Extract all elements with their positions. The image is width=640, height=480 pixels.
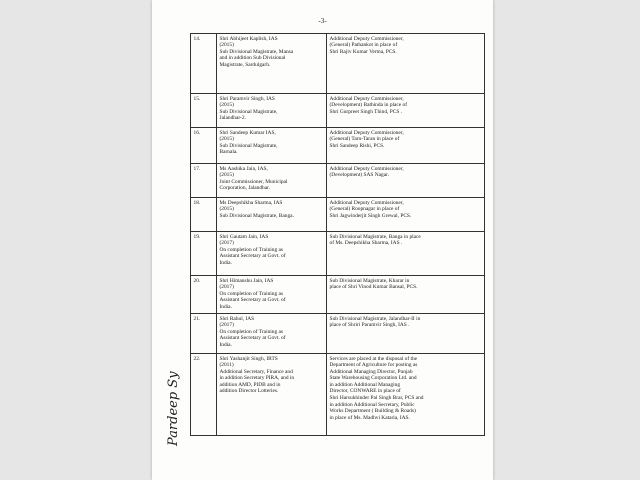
officer-detail-line: (2015) bbox=[219, 102, 234, 109]
officer-detail-line: Shri Paramvir Singh, IAS bbox=[219, 95, 275, 102]
officer-details bbox=[217, 198, 327, 232]
officer-detail-line: (2015) bbox=[219, 206, 234, 213]
serial-number: 14. bbox=[191, 34, 217, 94]
new-posting bbox=[327, 94, 485, 128]
posting-detail-line: in addition Additional Secretary, Public bbox=[329, 401, 415, 408]
officer-detail-line: (2015) bbox=[219, 42, 234, 49]
officer-detail-line: Barnala. bbox=[219, 149, 238, 156]
officer-detail-line: (2017) bbox=[219, 240, 234, 247]
posting-detail-line: in place of Ms. Madhvi Kataria, IAS. bbox=[329, 414, 410, 421]
officer-detail-line: and in addition Sub Divisional bbox=[219, 55, 286, 62]
officer-detail-line: Magistrate, Sardulgarh. bbox=[219, 61, 271, 68]
posting-detail-line: Shri Harsukhinder Pal Singh Brar, PCS and bbox=[329, 395, 424, 402]
new-posting bbox=[327, 232, 485, 276]
officer-detail-line: Corporation, Jalandhar. bbox=[219, 185, 270, 192]
posting-detail-line: Services are placed at the disposal of the bbox=[329, 355, 418, 362]
posting-detail-line: in addition Additional Managing bbox=[329, 381, 401, 388]
serial-number: 17. bbox=[191, 164, 217, 198]
serial-number: 19. bbox=[191, 232, 217, 276]
officer-detail-line: Assistant Secretary at Govt. of bbox=[219, 335, 286, 342]
table-row bbox=[191, 314, 485, 354]
officer-details bbox=[217, 314, 327, 354]
document-page bbox=[152, 0, 493, 480]
officer-detail-line: addition AMD, PIDB and in bbox=[219, 381, 281, 388]
posting-detail-line: (General) Tarn-Taran in place of bbox=[329, 136, 400, 143]
serial-number: 20. bbox=[191, 276, 217, 314]
table-row bbox=[191, 276, 485, 314]
posting-detail-line: Additional Deputy Commissioner, bbox=[329, 95, 404, 102]
posting-detail-line: State Warehousing Corporation Ltd. and bbox=[329, 375, 417, 382]
officer-detail-line: Sub Divisional Magistrate, bbox=[219, 108, 278, 115]
officer-detail-line: Shri Abhijeet Kaplish, IAS bbox=[219, 35, 278, 42]
posting-detail-line: Sub Divisional Magistrate, Jalandhar-II in bbox=[329, 315, 421, 322]
officer-detail-line: Ms Aashika Jain, IAS, bbox=[219, 165, 268, 172]
table-row bbox=[191, 128, 485, 164]
officer-details bbox=[217, 128, 327, 164]
officer-detail-line: Jalandhar-2. bbox=[219, 115, 246, 122]
posting-detail-line: Additional Managing Director, Punjab bbox=[329, 368, 413, 375]
officer-detail-line: Additional Secretary, Finance and bbox=[219, 368, 293, 375]
officer-details bbox=[217, 164, 327, 198]
new-posting bbox=[327, 128, 485, 164]
posting-detail-line: place of Shriri Paramvir Singh, IAS . bbox=[329, 322, 410, 329]
new-posting bbox=[327, 34, 485, 94]
handwritten-signature: Pardeep Sy bbox=[166, 371, 181, 446]
officer-detail-line: in addition Secretary PIRA, and in bbox=[219, 375, 295, 382]
officer-details bbox=[217, 232, 327, 276]
officer-detail-line: addition Director Lotteries. bbox=[219, 388, 279, 395]
posting-detail-line: Director, CONWARE in place of bbox=[329, 388, 401, 395]
table-row bbox=[191, 34, 485, 94]
officer-details bbox=[217, 34, 327, 94]
officer-detail-line: On completion of Training as bbox=[219, 328, 283, 335]
new-posting bbox=[327, 164, 485, 198]
serial-number: 16. bbox=[191, 128, 217, 164]
officer-detail-line: On completion of Training as bbox=[219, 246, 283, 253]
serial-number: 15. bbox=[191, 94, 217, 128]
posting-detail-line: Additional Deputy Commissioner, bbox=[329, 35, 404, 42]
posting-detail-line: place of Shri Vinod Kumar Bansal, PCS. bbox=[329, 284, 418, 291]
posting-detail-line: (General) Roopnagar in place of bbox=[329, 206, 400, 213]
posting-orders-table bbox=[190, 33, 485, 436]
officer-detail-line: India. bbox=[219, 303, 232, 310]
posting-detail-line: (General) Pathankot in place of bbox=[329, 42, 398, 49]
table-row bbox=[191, 232, 485, 276]
table-row bbox=[191, 94, 485, 128]
officer-detail-line: Shri Yashanjit Singh, IRTS bbox=[219, 355, 278, 362]
posting-detail-line: Additional Deputy Commissioner, bbox=[329, 129, 404, 136]
posting-detail-line: Sub Divisional Magistrate, Kharar in bbox=[329, 277, 410, 284]
officer-details bbox=[217, 94, 327, 128]
officer-detail-line: Ms Deepshikha Sharma, IAS bbox=[219, 199, 283, 206]
officer-detail-line: India. bbox=[219, 259, 232, 266]
officer-detail-line: (2017) bbox=[219, 322, 234, 329]
posting-detail-line: Shri Jagwinderjit Singh Grewal, PCS. bbox=[329, 212, 412, 219]
posting-detail-line: Department of Agriculture for posting as bbox=[329, 362, 418, 369]
new-posting bbox=[327, 276, 485, 314]
officer-detail-line: On completion of Training as bbox=[219, 290, 283, 297]
posting-detail-line: Sub Divisional Magistrate, Banga in place bbox=[329, 233, 421, 240]
officer-detail-line: Shri Himanshu Jain, IAS bbox=[219, 277, 274, 284]
new-posting bbox=[327, 354, 485, 436]
posting-detail-line: of Ms. Deepshikha Sharma, IAS . bbox=[329, 240, 403, 247]
officer-details bbox=[217, 354, 327, 436]
officer-detail-line: Sub Divisional Magistrate, bbox=[219, 142, 278, 149]
officer-detail-line: (2015) bbox=[219, 136, 234, 143]
posting-detail-line: Additional Deputy Commissioner, bbox=[329, 199, 404, 206]
posting-detail-line: Shri Rajiv Kumar Verma, PCS. bbox=[329, 48, 397, 55]
posting-detail-line: (Development) Bathinda in place of bbox=[329, 102, 408, 109]
officer-detail-line: Sub Divisional Magistrate, Mansa bbox=[219, 48, 294, 55]
officer-details bbox=[217, 276, 327, 314]
new-posting bbox=[327, 314, 485, 354]
posting-detail-line: Shri Sandeep Rishi, PCS. bbox=[329, 142, 385, 149]
posting-detail-line: (Development) SAS Nagar. bbox=[329, 172, 389, 179]
officer-detail-line: (2015) bbox=[219, 172, 234, 179]
page-number: -3- bbox=[318, 17, 327, 25]
officer-detail-line: Shri Rahul, IAS bbox=[219, 315, 255, 322]
table-row bbox=[191, 198, 485, 232]
serial-number: 22. bbox=[191, 354, 217, 436]
officer-detail-line: (2011) bbox=[219, 362, 234, 369]
officer-detail-line: Assistant Secretary at Govt. of bbox=[219, 297, 286, 304]
officer-detail-line: Shri Sandeep Kumar IAS, bbox=[219, 129, 276, 136]
new-posting bbox=[327, 198, 485, 232]
table-row bbox=[191, 354, 485, 436]
officer-detail-line: Sub Divisional Magistrate, Banga. bbox=[219, 212, 294, 219]
officer-detail-line: Joint Commissioner, Municipal bbox=[219, 178, 288, 185]
table-row bbox=[191, 164, 485, 198]
officer-detail-line: India. bbox=[219, 341, 232, 348]
serial-number: 21. bbox=[191, 314, 217, 354]
officer-detail-line: Assistant Secretary at Govt. of bbox=[219, 253, 286, 260]
posting-detail-line: Shri Gurpreet Singh Thind, PCS . bbox=[329, 108, 403, 115]
officer-detail-line: (2017) bbox=[219, 284, 234, 291]
posting-detail-line: Additional Deputy Commissioner, bbox=[329, 165, 404, 172]
serial-number: 18. bbox=[191, 198, 217, 232]
officer-detail-line: Shri Gautam Jain, IAS bbox=[219, 233, 269, 240]
posting-detail-line: Works Department ( Building & Roads) bbox=[329, 408, 416, 415]
